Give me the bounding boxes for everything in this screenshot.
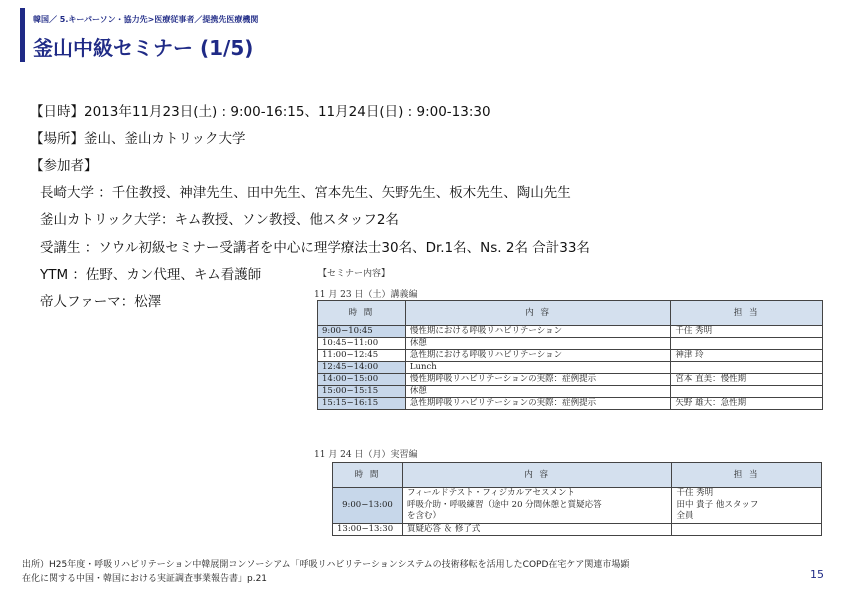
session-time: 12:45−14:00 — [318, 362, 406, 374]
session-person — [671, 386, 823, 398]
table-row — [318, 362, 823, 374]
session-person: 千住 秀明 — [671, 326, 823, 338]
column-header-time: 時 間 — [318, 301, 406, 326]
session-content — [402, 488, 671, 524]
column-header-content: 内 容 — [405, 301, 671, 326]
table-row — [318, 386, 823, 398]
session-time: 11:00−12:45 — [318, 350, 406, 362]
session-time: 15:00−15:15 — [318, 386, 406, 398]
person-line: 全員 — [676, 511, 694, 521]
content-line: 呼吸介助・呼吸練習（途中 20 分間休憩と質疑応答 — [406, 499, 602, 510]
participant-line: 帝人ファーマ：松澤 — [40, 294, 162, 310]
session-time: 10:45−11:00 — [318, 338, 406, 350]
session-time: 13:00−13:30 — [333, 523, 403, 535]
table-row — [318, 350, 823, 362]
table-header-row — [318, 301, 823, 326]
place-text: 【場所】釜山、釜山カトリック大学 — [30, 131, 246, 147]
participant-line: 受講生 ：ソウル初級セミナー受講者を中心に理学療法士30名、Dr.1名、Ns. 2名 合計33名 — [40, 240, 590, 256]
day1-schedule-table — [317, 300, 823, 410]
person-line: 千住 秀明 — [676, 488, 714, 498]
session-content: 慢性期呼吸リハビリテーションの実際：症例提示 — [405, 374, 671, 386]
participants-heading: 【参加者】 — [30, 158, 98, 174]
table-row — [318, 326, 823, 338]
table-row — [333, 488, 822, 524]
table-row — [318, 338, 823, 350]
schedule-heading: 【セミナー内容】 — [318, 269, 391, 279]
source-line: 在化に関する中国・韓国における実証調査事業報告書」p.21 — [22, 574, 268, 584]
table-header-row — [333, 463, 822, 488]
session-time: 9:00−10:45 — [318, 326, 406, 338]
session-person: 宮本 直美：慢性期 — [671, 374, 823, 386]
column-header-person: 担 当 — [672, 463, 822, 488]
column-header-person: 担 当 — [671, 301, 823, 326]
session-content: 休憩 — [405, 386, 671, 398]
participant-line: 長崎大学 ：千住教授、神津先生、田中先生、宮本先生、矢野先生、板木先生、陶山先生 — [40, 185, 571, 201]
participant-line: YTM ：佐野、カン代理、キム看護師 — [40, 267, 262, 283]
title-accent-bar — [20, 8, 25, 62]
column-header-time: 時 間 — [333, 463, 403, 488]
session-person — [671, 338, 823, 350]
session-content: 質疑応答 ＆ 修了式 — [402, 523, 671, 535]
table-row — [318, 398, 823, 410]
day2-schedule-table — [332, 462, 822, 536]
session-time: 14:00−15:00 — [318, 374, 406, 386]
page-number: 15 — [810, 568, 824, 581]
person-line: 田中 貴子 他スタッフ — [676, 499, 759, 510]
content-line: を含む） — [406, 511, 441, 521]
source-line: 出所）H25年度・呼吸リハビリテーション中韓展開コンソーシアム「呼吸リハビリテーションシステムの技術移転を活用したCOPD在宅ケア関連市場顕 — [22, 560, 630, 570]
session-content: 急性期における呼吸リハビリテーション — [405, 350, 671, 362]
session-person — [671, 362, 823, 374]
session-person: 神津 玲 — [671, 350, 823, 362]
content-line: フィールドテスト・フィジカルアセスメント — [406, 488, 576, 498]
session-content: 休憩 — [405, 338, 671, 350]
table-row — [318, 374, 823, 386]
day2-label: 11 月 24 日（月）実習編 — [314, 450, 418, 460]
session-time: 15:15−16:15 — [318, 398, 406, 410]
session-time: 9:00−13:00 — [333, 488, 403, 524]
session-content: Lunch — [405, 362, 671, 374]
session-content: 慢性期における呼吸リハビリテーション — [405, 326, 671, 338]
session-person — [672, 488, 822, 524]
session-person — [672, 523, 822, 535]
breadcrumb: 韓国／ 5.キーパーソン・協力先>医療従事者／提携先医療機関 — [33, 15, 259, 24]
datetime-text: 【日時】2013年11月23日(土) : 9:00-16:15、11月24日(日) : 9:00-13:30 — [30, 104, 491, 120]
source-note — [22, 558, 629, 586]
page-title: 釜山中級セミナー (1/5) — [33, 36, 254, 60]
column-header-content: 内 容 — [402, 463, 671, 488]
day1-label: 11 月 23 日（土）講義編 — [314, 290, 418, 300]
table-row — [333, 523, 822, 535]
session-content: 急性期呼吸リハビリテーションの実際：症例提示 — [405, 398, 671, 410]
participant-line: 釜山カトリック大学：キム教授、ソン教授、他スタッフ2名 — [40, 212, 399, 228]
session-person: 矢野 雄大：急性期 — [671, 398, 823, 410]
